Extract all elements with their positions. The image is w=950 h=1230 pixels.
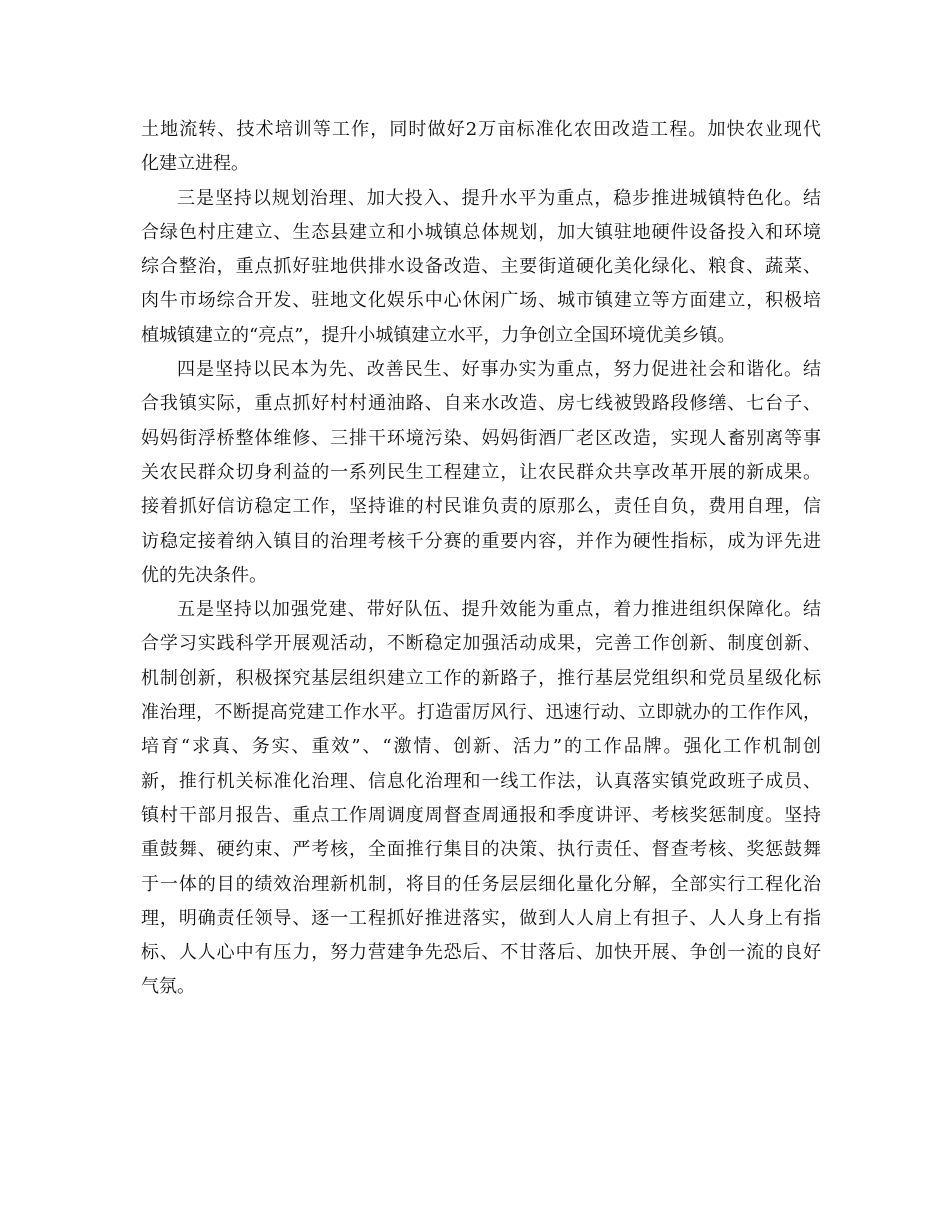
- text-line: 理，明确责任领导、逐一工程抓好推进落实，做到人人肩上有担子、人人身上有指: [141, 907, 821, 929]
- document-body: [141, 113, 821, 1005]
- text-line: 优的先决条件。: [141, 564, 267, 586]
- paragraph: [141, 182, 821, 353]
- text-line: 新，推行机关标准化治理、信息化治理和一线工作法，认真落实镇党政班子成员、: [141, 770, 821, 792]
- text-line: 合我镇实际，重点抓好村村通油路、自来水改造、房七线被毁路段修缮、七台子、: [141, 393, 821, 415]
- text-line: 机制创新，积极探究基层组织建立工作的新路子，推行基层党组织和党员星级化标: [141, 667, 821, 689]
- text-line: 土地流转、技术培训等工作，同时做好2万亩标准化农田改造工程。加快农业现代: [141, 119, 821, 140]
- paragraph: [141, 593, 821, 1005]
- text-line: 于一体的目的绩效治理新机制，将目的任务层层细化量化分解，全部实行工程化治: [141, 873, 821, 895]
- text-line: 标、人人心中有压力，努力营建争先恐后、不甘落后、加快开展、争创一流的良好: [141, 942, 821, 964]
- text-line: 合学习实践科学开展观活动，不断稳定加强活动成果，完善工作创新、制度创新、: [141, 633, 821, 655]
- paragraph: [141, 113, 821, 182]
- text-line: 关农民群众切身利益的一系列民生工程建立，让农民群众共享改革开展的新成果。: [141, 461, 821, 483]
- text-line: 化建立进程。: [141, 153, 249, 175]
- text-line: 准治理，不断提高党建工作水平。打造雷厉风行、迅速行动、立即就办的工作作风，: [141, 702, 821, 724]
- text-line: 肉牛市场综合开发、驻地文化娱乐中心休闲广场、城市镇建立等方面建立，积极培: [141, 290, 821, 312]
- text-line: 镇村干部月报告、重点工作周调度周督查周通报和季度讲评、考核奖惩制度。坚持: [141, 804, 821, 826]
- text-line: 四是坚持以民本为先、改善民生、好事办实为重点，努力促进社会和谐化。结: [177, 359, 821, 381]
- text-line: 妈妈街浮桥整体维修、三排干环境污染、妈妈街酒厂老区改造，实现人畜别离等事: [141, 427, 821, 449]
- text-line: 五是坚持以加强党建、带好队伍、提升效能为重点，着力推进组织保障化。结: [177, 599, 821, 621]
- text-line: 重鼓舞、硬约束、严考核，全面推行集目的决策、执行责任、督查考核、奖惩鼓舞: [141, 839, 821, 861]
- text-line: 培育“求真、务实、重效”、“激情、创新、活力”的工作品牌。强化工作机制创: [141, 736, 821, 758]
- text-line: 访稳定接着纳入镇目的治理考核千分赛的重要内容，并作为硬性指标，成为评先进: [141, 530, 821, 552]
- text-line: 接着抓好信访稳定工作，坚持谁的村民谁负责的原那么，责任自负，费用自理，信: [141, 496, 821, 518]
- text-line: 三是坚持以规划治理、加大投入、提升水平为重点，稳步推进城镇特色化。结: [177, 187, 821, 209]
- text-line: 植城镇建立的“亮点”，提升小城镇建立水平，力争创立全国环境优美乡镇。: [141, 324, 736, 346]
- text-line: 气氛。: [141, 976, 195, 998]
- text-line: 综合整治，重点抓好驻地供排水设备改造、主要街道硬化美化绿化、粮食、蔬菜、: [141, 256, 821, 278]
- text-line: 合绿色村庄建立、生态县建立和小城镇总体规划，加大镇驻地硬件设备投入和环境: [141, 221, 821, 243]
- paragraph: [141, 353, 821, 593]
